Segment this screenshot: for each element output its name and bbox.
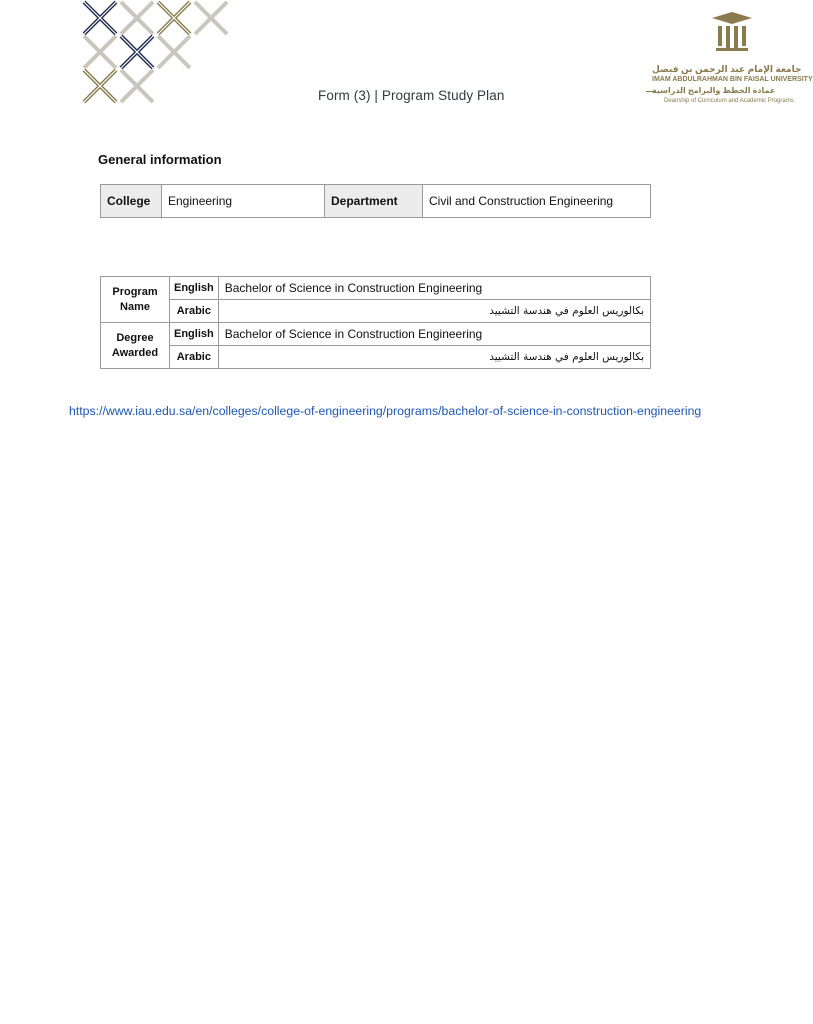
table-row bbox=[101, 346, 651, 369]
table-row bbox=[101, 185, 651, 218]
table-row bbox=[101, 323, 651, 346]
department-label: Department bbox=[325, 185, 423, 218]
deanship-english-name: Deanship of Curriculum and Academic Programs bbox=[664, 98, 794, 104]
university-logo bbox=[644, 10, 813, 106]
english-label: English bbox=[170, 323, 219, 346]
table-row bbox=[101, 277, 651, 300]
college-value: Engineering bbox=[162, 185, 325, 218]
program-name-english: Bachelor of Science in Construction Engineering bbox=[218, 277, 650, 300]
form-title: Form (3) | Program Study Plan bbox=[318, 88, 505, 103]
degree-english: Bachelor of Science in Construction Engineering bbox=[218, 323, 650, 346]
decorative-pattern-icon bbox=[82, 0, 228, 104]
general-info-table bbox=[100, 184, 651, 218]
english-label: English bbox=[170, 277, 219, 300]
arabic-label: Arabic bbox=[170, 300, 219, 323]
university-english-name: IMAM ABDULRAHMAN BIN FAISAL UNIVERSITY bbox=[652, 76, 813, 83]
university-logo-icon bbox=[708, 10, 756, 52]
program-name-arabic: بكالوريس العلوم في هندسة التشييد bbox=[218, 300, 650, 323]
department-value: Civil and Construction Engineering bbox=[423, 185, 651, 218]
section-heading: General information bbox=[98, 152, 222, 167]
program-url-link[interactable]: https://www.iau.edu.sa/en/colleges/college-of-engineering/programs/bachelor-of-science-in-construction-engineering bbox=[69, 404, 702, 418]
degree-awarded-label: Degree Awarded bbox=[101, 323, 170, 369]
program-table bbox=[100, 276, 651, 369]
program-name-label: Program Name bbox=[101, 277, 170, 323]
table-row bbox=[101, 300, 651, 323]
arabic-label: Arabic bbox=[170, 346, 219, 369]
degree-arabic: بكالوريس العلوم في هندسة التشييد bbox=[218, 346, 650, 369]
university-arabic-name: جامعة الإمام عبد الرحمن بن فيصل bbox=[652, 64, 802, 74]
deanship-arabic-name: عمادة الخطط والبرامج الدراسية bbox=[652, 86, 776, 95]
college-label: College bbox=[101, 185, 162, 218]
